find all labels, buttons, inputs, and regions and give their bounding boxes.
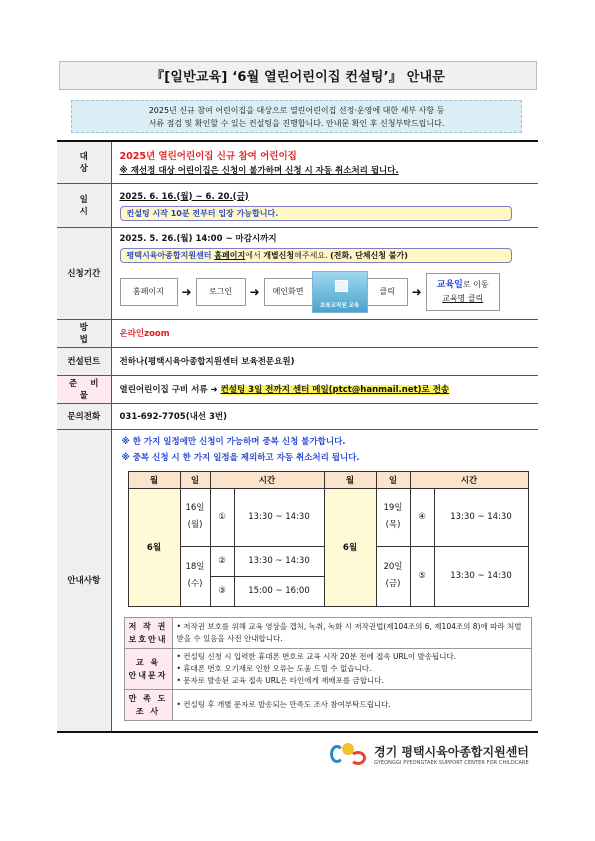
sched-header-day: 일 [376, 471, 410, 488]
sched-num: ② [210, 546, 234, 576]
arrow-icon: ➜ [411, 284, 422, 299]
guide-content [111, 429, 538, 732]
banner-image [312, 271, 368, 313]
notice-table [124, 617, 532, 721]
sms-label [124, 648, 172, 689]
gift-icon [335, 280, 348, 292]
sms-bullet-3: • 문자로 발송된 교육 접속 URL은 타인에게 재배포를 금합니다. [176, 675, 384, 685]
sched-num: ① [210, 488, 234, 546]
edu-move: 로 이동 [462, 279, 489, 289]
apply-note-homepage: 홈페이지 [214, 250, 246, 260]
sched-header-time: 시간 [410, 471, 528, 488]
target-line-1: 2025년 열린어린이집 신규 참여 어린이집 [119, 151, 297, 163]
sms-bullet-2: • 휴대폰 번호 오기재로 인한 오류는 도움 드릴 수 없습니다. [176, 663, 372, 673]
step-edu [426, 273, 500, 311]
date-label: 일 시 [57, 183, 111, 227]
sched-time: 13:30 ~ 14:30 [234, 488, 324, 546]
sms-label-1: 교 육 [135, 657, 161, 667]
sched-header-time: 시간 [210, 471, 324, 488]
prep-label: 준 비 물 [57, 375, 111, 403]
sched-header-month: 월 [128, 471, 180, 488]
intro-line-1: 2025년 신규 참여 어린이집을 대상으로 열린어린이집 선정·운영에 대한 세부 사항 등 [148, 106, 445, 115]
sched-num: ③ [210, 576, 234, 606]
arrow-icon: ➜ [181, 284, 192, 299]
guide-note-1: ※ 한 가지 일정에만 신청이 가능하며 중복 신청 불가합니다. [121, 436, 346, 447]
apply-note-mid: 에서 [245, 250, 264, 260]
footer-english: GYEONGGI PYEONGTAEK SUPPORT CENTER FOR CHILDCARE [374, 759, 529, 766]
survey-label [124, 689, 172, 720]
edu-day: 교육일 [436, 279, 463, 290]
edu-name-click: 교육명 클릭 [442, 293, 484, 303]
copyright-label [124, 617, 172, 648]
prep-value: 열린어린이집 구비 서류 [119, 385, 211, 395]
survey-label-1: 만 족 도 [128, 693, 168, 703]
target-content [111, 141, 538, 183]
guide-note-2: ※ 중복 신청 시 한 가지 일정을 제외하고 자동 취소처리 됩니다. [121, 452, 360, 463]
footer-text [374, 743, 529, 766]
footer-logo [330, 741, 529, 767]
sms-label-2: 안내문자 [128, 670, 168, 680]
apply-content [111, 227, 538, 319]
arrow-icon: ➜ [249, 284, 260, 299]
sched-day: 18일 (수) [180, 546, 210, 606]
sched-month: 6월 [128, 488, 180, 606]
sched-day: 16일 (월) [180, 488, 210, 546]
consultant-value: 전하나(평택시육아종합지원센터 보육전문요원) [111, 347, 538, 375]
apply-note [120, 248, 512, 263]
sched-month: 6월 [324, 488, 376, 606]
apply-note-suffix: (전화, 단체신청 불가) [330, 250, 408, 260]
apply-label: 신청기간 [57, 227, 111, 319]
sched-time: 13:30 ~ 14:30 [234, 546, 324, 576]
intro-box [71, 100, 522, 133]
info-table [57, 140, 538, 733]
sched-day: 19일 (목) [376, 488, 410, 546]
consultant-label: 컨설턴트 [57, 347, 111, 375]
sched-header-month: 월 [324, 471, 376, 488]
apply-note-mid2: 해주세요. [294, 250, 331, 260]
sched-day: 20일 (금) [376, 546, 410, 606]
sched-time: 13:30 ~ 14:30 [434, 546, 528, 606]
step-login: 로그인 [196, 278, 246, 306]
prep-content [111, 375, 538, 403]
phone-label: 문의전화 [57, 403, 111, 429]
banner-label: 보육교직원 교육 [320, 302, 360, 309]
apply-steps [120, 269, 531, 315]
schedule-table [128, 471, 529, 607]
center-logo-icon [330, 741, 370, 767]
apply-note-individual: 개별신청 [263, 250, 295, 260]
step-edu-line-1 [437, 278, 489, 292]
guide-label: 안내사항 [57, 429, 111, 732]
sms-bullet-1: • 컨설팅 신청 시 입력한 휴대폰 번호로 교육 시작 20분 전에 접속 URL이 발송됩니다. [176, 651, 457, 661]
sched-time: 13:30 ~ 14:30 [434, 488, 528, 546]
apply-value: 2025. 5. 26.(월) 14:00 ~ 마감시까지 [119, 233, 277, 244]
prep-highlight: 컨설팅 3일 전까지 센터 메일(ptct@hanmail.net)로 전송 [220, 385, 450, 395]
apply-note-prefix: 평택시육아종합지원센터 [126, 250, 215, 260]
target-line-2: ※ 재선정 대상 어린이집은 신청이 불가하며 신청 시 자동 취소처리 됩니다. [119, 166, 399, 177]
intro-line-2: 서류 점검 및 확인할 수 있는 컨설팅을 진행합니다. 안내문 확인 후 신청부탁드립니다. [148, 119, 445, 128]
step-main: 메인화면 [264, 278, 312, 306]
copyright-text: • 저작권 보호를 위해 교육 영상을 갭처, 녹취, 녹화 시 저작권법(제104조의 6, 제104조의 8)에 따라 처벌받을 수 있음을 사전 안내합니다. [172, 617, 531, 648]
target-label: 대 상 [57, 141, 111, 183]
step-homepage: 홈페이지 [120, 278, 178, 306]
method-value: 온라인zoom [111, 319, 538, 347]
survey-label-2: 조 사 [135, 706, 161, 716]
copyright-label-1: 저 작 권 [128, 621, 168, 631]
survey-text: • 컨설팅 후 개별 문자로 발송되는 만족도 조사 참여부탁드립니다. [172, 689, 531, 720]
step-click: 클릭 [368, 278, 408, 306]
sched-time: 15:00 ~ 16:00 [234, 576, 324, 606]
page-title: 『[일반교육] ‘6월 열린어린이집 컨설팅’』 안내문 [59, 61, 537, 90]
date-note [120, 206, 512, 221]
date-note-text: 컨설팅 시작 10분 전부터 입장 가능합니다. [126, 208, 279, 218]
copyright-label-2: 보호안내 [128, 634, 168, 644]
footer-name: 경기 평택시육아종합지원센터 [374, 744, 529, 759]
date-value: 2025. 6. 16.(월) ~ 6. 20.(금) [119, 191, 249, 202]
sched-header-day: 일 [180, 471, 210, 488]
phone-value: 031-692-7705(내선 3번) [111, 403, 538, 429]
sched-num: ⑤ [410, 546, 434, 606]
sched-num: ④ [410, 488, 434, 546]
date-content [111, 183, 538, 227]
method-label: 방 법 [57, 319, 111, 347]
arrow-icon: ➜ [210, 385, 218, 395]
sms-content [172, 648, 531, 689]
